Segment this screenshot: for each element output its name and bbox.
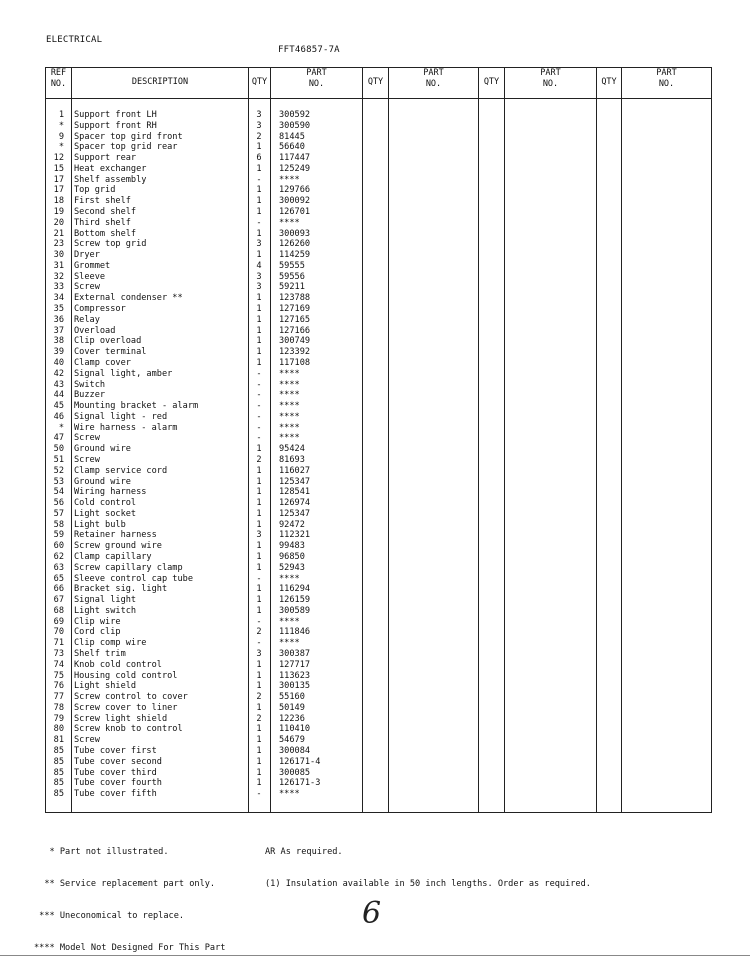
qty-cell: 2: [256, 627, 262, 638]
part-number-cell: 125347: [279, 508, 311, 519]
qty-cell: 2: [256, 131, 262, 142]
ref-cell: 79: [53, 713, 64, 724]
description-cell: Light shield: [74, 681, 137, 692]
footnotes-right: [265, 826, 591, 900]
ref-cell: 40: [53, 357, 64, 368]
description-cell: Signal light: [74, 595, 137, 606]
qty-cell: -: [256, 401, 262, 412]
ref-cell: 18: [53, 196, 64, 207]
qty-cell: -: [256, 379, 262, 390]
description-cell: Support front RH: [74, 120, 157, 131]
ref-cell: 73: [53, 649, 64, 659]
ref-cell: 39: [53, 347, 64, 358]
ref-cell: 19: [53, 207, 64, 218]
qty-cell: -: [256, 638, 262, 649]
description-cell: Relay: [74, 314, 100, 325]
ref-cell: 67: [53, 595, 64, 606]
ref-header: REF NO.: [50, 68, 67, 89]
part-number-cell: ****: [279, 368, 300, 379]
qty-cell: 1: [256, 746, 262, 757]
ref-cell: 20: [53, 217, 64, 228]
qty-header-3: QTY: [483, 77, 500, 87]
part-number-cell: 96850: [279, 551, 305, 562]
part-number-cell: 300092: [279, 196, 311, 207]
qty-cell: -: [256, 217, 262, 228]
qty-cell: 3: [256, 649, 262, 659]
part-number-cell: 81693: [279, 454, 305, 465]
part-number-cell: 92472: [279, 519, 305, 530]
qty-cell: 1: [256, 207, 262, 218]
description-cell: Housing cold control: [74, 670, 178, 681]
description-cell: Knob cold control: [74, 659, 162, 670]
description-cell: Signal light, amber: [74, 368, 173, 379]
qty-cell: 1: [256, 702, 262, 713]
part-number-cell: ****: [279, 379, 300, 390]
part-number-cell: 127165: [279, 314, 311, 325]
ref-cell: 34: [53, 293, 64, 304]
ref-cell: 60: [53, 541, 64, 552]
footnote-service-replacement: ** Service replacement part only.: [34, 878, 216, 889]
part-number-cell: 126171-4: [279, 756, 321, 767]
description-cell: Wiring harness: [74, 487, 147, 498]
ref-cell: 44: [53, 390, 64, 401]
part-number-cell: 116027: [279, 465, 311, 476]
description-cell: Tube cover third: [74, 767, 157, 778]
description-cell: Screw top grid: [74, 239, 147, 250]
qty-cell: 1: [256, 735, 262, 746]
qty-cell: 1: [256, 659, 262, 670]
part-number-cell: 112321: [279, 530, 311, 541]
description-cell: Dryer: [74, 250, 100, 261]
part-number-cell: 129766: [279, 185, 311, 196]
part-header: PART NO.: [306, 68, 327, 89]
part-number-cell: 126171-3: [279, 778, 321, 789]
part-number-cell: 300749: [279, 336, 311, 347]
description-cell: Clamp cover: [74, 357, 131, 368]
qty-cell: 1: [256, 487, 262, 498]
description-cell: Screw ground wire: [74, 541, 162, 552]
description-cell: Spacer top gird front: [74, 131, 183, 142]
part-number-cell: ****: [279, 573, 300, 584]
part-number-cell: ****: [279, 217, 300, 228]
description-cell: Second shelf: [74, 207, 137, 218]
part-number-cell: ****: [279, 638, 300, 649]
part-number-cell: ****: [279, 174, 300, 185]
ref-cell: 85: [53, 746, 64, 757]
description-cell: Sleeve: [74, 271, 106, 282]
part-number-cell: 50149: [279, 702, 305, 713]
ref-cell: 76: [53, 681, 64, 692]
ref-cell: 23: [53, 239, 64, 250]
qty-cell: 1: [256, 756, 262, 767]
description-cell: Screw: [74, 454, 100, 465]
qty-cell: 1: [256, 681, 262, 692]
description-cell: Wire harness - alarm: [74, 422, 178, 433]
part-header-2: PART NO.: [423, 68, 444, 89]
part-number-cell: 300135: [279, 681, 311, 692]
part-number-cell: 126974: [279, 498, 311, 509]
part-number-cell: ****: [279, 411, 300, 422]
model-number: FFT46857-7A: [278, 45, 340, 55]
ref-cell: 63: [53, 562, 64, 573]
part-number-cell: 127717: [279, 659, 311, 670]
ref-cell: 21: [53, 228, 64, 239]
qty-cell: 3: [256, 271, 262, 282]
description-cell: Clip comp wire: [74, 638, 147, 649]
qty-cell: 1: [256, 605, 262, 616]
ref-cell: 70: [53, 627, 64, 638]
description-cell: First shelf: [74, 196, 131, 207]
qty-cell: 1: [256, 541, 262, 552]
qty-cell: -: [256, 390, 262, 401]
qty-cell: 1: [256, 185, 262, 196]
qty-cell: 1: [256, 357, 262, 368]
part-number-cell: 113623: [279, 670, 311, 681]
ref-cell: 52: [53, 465, 64, 476]
part-number-cell: 300592: [279, 110, 311, 120]
footnote-not-designed: **** Model Not Designed For This Part: [34, 942, 226, 953]
ref-cell: 85: [53, 778, 64, 789]
part-number-cell: 111846: [279, 627, 311, 638]
qty-cell: -: [256, 616, 262, 627]
qty-cell: 1: [256, 476, 262, 487]
ref-cell: 71: [53, 638, 64, 649]
ref-cell: *: [58, 422, 64, 433]
qty-cell: 1: [256, 228, 262, 239]
qty-cell: 1: [256, 778, 262, 789]
ref-cell: 47: [53, 433, 64, 444]
ref-cell: 17: [53, 185, 64, 196]
part-number-cell: 54679: [279, 735, 305, 746]
description-cell: Ground wire: [74, 444, 131, 455]
ref-cell: 62: [53, 551, 64, 562]
description-cell: Clamp capillary: [74, 551, 152, 562]
part-number-cell: 52943: [279, 562, 305, 573]
description-cell: Screw knob to control: [74, 724, 183, 735]
part-number-cell: 300387: [279, 649, 311, 659]
ref-cell: 77: [53, 692, 64, 703]
qty-header-4: QTY: [601, 77, 617, 87]
qty-cell: 3: [256, 530, 262, 541]
description-cell: Cord clip: [74, 627, 121, 638]
part-number-cell: 123788: [279, 293, 311, 304]
ref-cell: 58: [53, 519, 64, 530]
qty-cell: 1: [256, 314, 262, 325]
ref-cell: 85: [53, 756, 64, 767]
part-number-cell: ****: [279, 433, 300, 444]
ref-cell: 85: [53, 767, 64, 778]
description-cell: Screw: [74, 735, 100, 746]
ref-cell: 32: [53, 271, 64, 282]
part-number-cell: 12236: [279, 713, 305, 724]
ref-cell: 42: [53, 368, 64, 379]
ref-cell: 65: [53, 573, 64, 584]
description-cell: Screw: [74, 282, 100, 293]
qty-cell: -: [256, 422, 262, 433]
ref-cell: 59: [53, 530, 64, 541]
qty-cell: 1: [256, 336, 262, 347]
qty-cell: 3: [256, 110, 262, 120]
ref-cell: 33: [53, 282, 64, 293]
part-number-cell: 125249: [279, 163, 311, 174]
ref-cell: 69: [53, 616, 64, 627]
section-title: ELECTRICAL: [46, 35, 103, 45]
description-cell: Third shelf: [74, 217, 131, 228]
qty-cell: 1: [256, 724, 262, 735]
description-cell: Light bulb: [74, 519, 126, 530]
part-number-cell: 56640: [279, 142, 305, 153]
qty-cell: -: [256, 368, 262, 379]
part-header-4: PART NO.: [656, 68, 677, 89]
description-cell: Top grid: [74, 185, 116, 196]
qty-cell: 1: [256, 444, 262, 455]
qty-cell: 3: [256, 239, 262, 250]
qty-cell: -: [256, 573, 262, 584]
qty-cell: 1: [256, 196, 262, 207]
description-cell: Tube cover fourth: [74, 778, 162, 789]
ref-cell: *: [58, 120, 64, 131]
qty-header-2: QTY: [367, 77, 384, 87]
part-number-cell: 300084: [279, 746, 311, 757]
part-number-cell: ****: [279, 401, 300, 412]
qty-cell: 1: [256, 347, 262, 358]
qty-cell: -: [256, 433, 262, 444]
part-number-cell: 300085: [279, 767, 311, 778]
part-number-cell: 55160: [279, 692, 305, 703]
description-cell: Shelf assembly: [74, 174, 147, 185]
ref-cell: *: [58, 142, 64, 153]
page-number: 6: [362, 896, 382, 931]
description-cell: Cold control: [74, 498, 137, 509]
ref-cell: 37: [53, 325, 64, 336]
description-cell: Spacer top grid rear: [74, 142, 178, 153]
description-cell: Light socket: [74, 508, 137, 519]
part-number-cell: ****: [279, 390, 300, 401]
description-cell: Tube cover first: [74, 746, 157, 757]
ref-cell: 75: [53, 670, 64, 681]
qty-header: QTY: [251, 77, 268, 87]
description-cell: Overload: [74, 325, 116, 336]
qty-cell: 3: [256, 120, 262, 131]
description-cell: Heat exchanger: [74, 163, 147, 174]
description-cell: External condenser **: [74, 293, 183, 304]
description-cell: Screw light shield: [74, 713, 168, 724]
ref-cell: 66: [53, 584, 64, 595]
part-number-cell: 59555: [279, 260, 305, 271]
qty-cell: 1: [256, 670, 262, 681]
ref-cell: 46: [53, 411, 64, 422]
qty-cell: 2: [256, 454, 262, 465]
part-header-3: PART NO.: [540, 68, 561, 89]
description-cell: Buzzer: [74, 390, 106, 401]
ref-cell: 57: [53, 508, 64, 519]
qty-cell: 1: [256, 250, 262, 261]
part-number-cell: 110410: [279, 724, 311, 735]
footnote-insulation: (1) Insulation available in 50 inch lengths. Order as required.: [265, 878, 591, 889]
part-number-cell: 114259: [279, 250, 311, 261]
description-cell: Sleeve control cap tube: [74, 573, 193, 584]
qty-cell: 1: [256, 519, 262, 530]
ref-cell: 1: [58, 110, 64, 120]
qty-cell: 3: [256, 282, 262, 293]
part-number-cell: 125347: [279, 476, 311, 487]
ref-cell: 74: [53, 659, 64, 670]
ref-cell: 81: [53, 735, 64, 746]
part-number-cell: 126159: [279, 595, 311, 606]
qty-cell: 4: [256, 260, 262, 271]
ref-cell: 56: [53, 498, 64, 509]
description-cell: Bracket sig. light: [74, 584, 168, 595]
ref-cell: 31: [53, 260, 64, 271]
description-cell: Switch: [74, 379, 106, 390]
footnote-as-required: AR As required.: [265, 847, 343, 858]
qty-cell: 1: [256, 325, 262, 336]
qty-cell: -: [256, 789, 262, 800]
description-cell: Screw capillary clamp: [74, 562, 183, 573]
ref-cell: 50: [53, 444, 64, 455]
description-cell: Grommet: [74, 260, 111, 271]
qty-cell: 1: [256, 465, 262, 476]
qty-cell: 2: [256, 713, 262, 724]
footnotes-left: [34, 826, 225, 964]
ref-cell: 12: [53, 153, 64, 164]
qty-cell: 1: [256, 304, 262, 315]
qty-cell: 1: [256, 163, 262, 174]
part-number-cell: 81445: [279, 131, 305, 142]
part-number-cell: 126260: [279, 239, 311, 250]
qty-cell: 1: [256, 293, 262, 304]
qty-cell: 1: [256, 142, 262, 153]
footnote-uneconomical: *** Uneconomical to replace.: [34, 910, 185, 921]
part-number-cell: ****: [279, 616, 300, 627]
description-cell: Screw: [74, 433, 100, 444]
ref-cell: 80: [53, 724, 64, 735]
ref-cell: 35: [53, 304, 64, 315]
description-cell: Light switch: [74, 605, 137, 616]
description-header: DESCRIPTION: [131, 77, 189, 87]
description-cell: Ground wire: [74, 476, 131, 487]
ref-cell: 9: [58, 131, 64, 142]
part-number-cell: 127166: [279, 325, 311, 336]
description-cell: Clamp service cord: [74, 465, 168, 476]
part-number-cell: 127169: [279, 304, 311, 315]
description-cell: Mounting bracket - alarm: [74, 401, 199, 412]
ref-cell: 38: [53, 336, 64, 347]
part-number-cell: 95424: [279, 444, 305, 455]
ref-cell: 78: [53, 702, 64, 713]
qty-cell: 1: [256, 767, 262, 778]
qty-cell: -: [256, 411, 262, 422]
description-cell: Shelf trim: [74, 649, 126, 659]
description-cell: Support rear: [74, 153, 137, 164]
qty-cell: 1: [256, 595, 262, 606]
ref-cell: 54: [53, 487, 64, 498]
part-number-cell: 123392: [279, 347, 311, 358]
description-cell: Cover terminal: [74, 347, 147, 358]
part-number-cell: 128541: [279, 487, 311, 498]
description-cell: Bottom shelf: [74, 228, 137, 239]
qty-cell: 2: [256, 692, 262, 703]
part-number-cell: 116294: [279, 584, 311, 595]
qty-cell: -: [256, 174, 262, 185]
qty-cell: 6: [256, 153, 262, 164]
description-cell: Signal light - red: [74, 411, 168, 422]
part-number-cell: ****: [279, 422, 300, 433]
ref-cell: 51: [53, 454, 64, 465]
part-number-cell: ****: [279, 789, 300, 800]
description-cell: Tube cover second: [74, 756, 162, 767]
ref-cell: 43: [53, 379, 64, 390]
qty-cell: 1: [256, 508, 262, 519]
description-cell: Compressor: [74, 304, 126, 315]
part-number-cell: 59556: [279, 271, 305, 282]
qty-cell: 1: [256, 498, 262, 509]
ref-cell: 45: [53, 401, 64, 412]
ref-cell: 17: [53, 174, 64, 185]
part-number-cell: 300093: [279, 228, 311, 239]
ref-cell: 85: [53, 789, 64, 800]
qty-cell: 1: [256, 551, 262, 562]
description-cell: Clip overload: [74, 336, 142, 347]
ref-cell: 36: [53, 314, 64, 325]
ref-cell: 15: [53, 163, 64, 174]
part-number-cell: 117108: [279, 357, 311, 368]
part-number-cell: 300589: [279, 605, 311, 616]
qty-cell: 1: [256, 584, 262, 595]
description-cell: Retainer harness: [74, 530, 157, 541]
description-cell: Support front LH: [74, 110, 157, 120]
part-number-cell: 99483: [279, 541, 305, 552]
part-number-cell: 126701: [279, 207, 311, 218]
qty-cell: 1: [256, 562, 262, 573]
description-cell: Tube cover fifth: [74, 789, 157, 800]
description-cell: Screw cover to liner: [74, 702, 178, 713]
ref-cell: 53: [53, 476, 64, 487]
description-cell: Clip wire: [74, 616, 121, 627]
part-number-cell: 117447: [279, 153, 311, 164]
ref-cell: 30: [53, 250, 64, 261]
part-number-cell: 59211: [279, 282, 305, 293]
footnote-not-illustrated: * Part not illustrated.: [34, 847, 169, 858]
part-number-cell: 300590: [279, 120, 311, 131]
description-cell: Screw control to cover: [74, 692, 188, 703]
ref-cell: 68: [53, 605, 64, 616]
